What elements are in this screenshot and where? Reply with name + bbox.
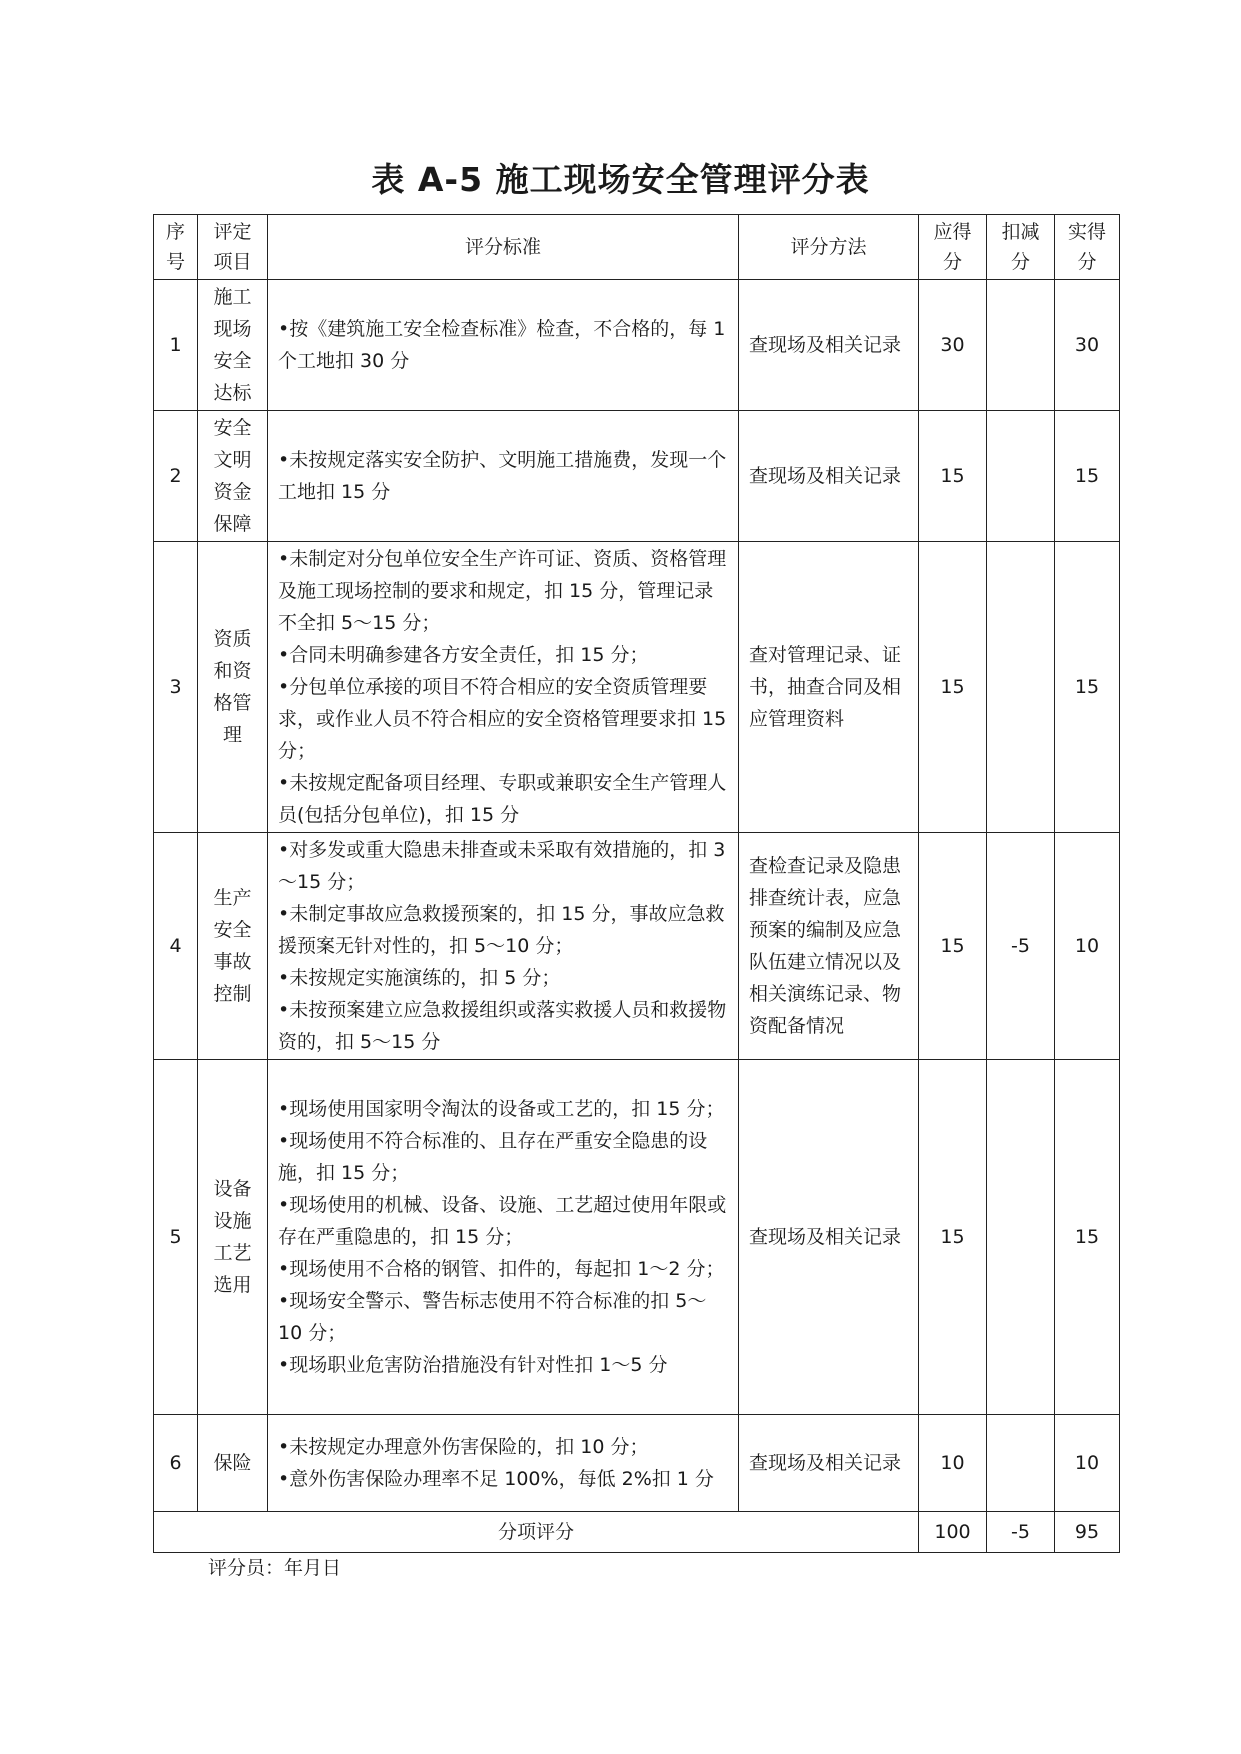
evaluation-item: 安全文明资金保障 (198, 411, 268, 542)
deduct-score: -5 (987, 833, 1055, 1060)
scoring-method: 查现场及相关记录 (739, 411, 919, 542)
summary-actual-score: 95 (1055, 1512, 1120, 1553)
header-row (154, 215, 1120, 280)
due-score: 15 (919, 1060, 987, 1415)
header-item: 评定项目 (198, 215, 268, 280)
deduct-score (987, 1415, 1055, 1512)
actual-score: 10 (1055, 833, 1120, 1060)
table-row (154, 833, 1120, 1060)
actual-score: 15 (1055, 1060, 1120, 1415)
table-row (154, 280, 1120, 411)
criteria-line: •现场使用不符合标准的、且存在严重安全隐患的设施，扣 15 分； (278, 1130, 708, 1184)
row-number: 1 (154, 280, 198, 411)
criteria-line: •未按规定办理意外伤害保险的，扣 10 分； (278, 1436, 649, 1458)
deduct-score (987, 411, 1055, 542)
criteria-line: •现场职业危害防治措施没有针对性扣 1～5 分 (278, 1354, 668, 1376)
deduct-score (987, 280, 1055, 411)
criteria-line: •未制定事故应急救援预案的，扣 15 分，事故应急救援预案无针对性的，扣 5～10 分； (278, 903, 725, 957)
scoring-criteria (268, 280, 739, 411)
summary-deduct-score: -5 (987, 1512, 1055, 1553)
criteria-line: •未按规定配备项目经理、专职或兼职安全生产管理人员(包括分包单位)，扣 15 分 (278, 772, 727, 826)
criteria-line: •未按规定落实安全防护、文明施工措施费，发现一个工地扣 15 分 (278, 449, 727, 503)
scoring-method: 查检查记录及隐患排查统计表，应急预案的编制及应急队伍建立情况以及相关演练记录、物资配备情况 (739, 833, 919, 1060)
due-score: 30 (919, 280, 987, 411)
evaluation-item: 保险 (198, 1415, 268, 1512)
header-deduct-score: 扣减分 (987, 215, 1055, 280)
criteria-line: •合同未明确参建各方安全责任，扣 15 分； (278, 644, 649, 666)
scoring-method: 查现场及相关记录 (739, 1060, 919, 1415)
scoring-criteria (268, 411, 739, 542)
evaluator-signature-line: 评分员：年月日 (208, 1557, 342, 1579)
criteria-line: •现场安全警示、警告标志使用不符合标准的扣 5～10 分； (278, 1290, 707, 1344)
scoring-method: 查现场及相关记录 (739, 1415, 919, 1512)
evaluation-item: 施工现场安全达标 (198, 280, 268, 411)
scoring-method: 查现场及相关记录 (739, 280, 919, 411)
header-criteria: 评分标准 (268, 215, 739, 280)
criteria-line: •按《建筑施工安全检查标准》检查，不合格的，每 1 个工地扣 30 分 (278, 318, 726, 372)
evaluation-item: 生产安全事故控制 (198, 833, 268, 1060)
header-due-score: 应得分 (919, 215, 987, 280)
deduct-score (987, 542, 1055, 833)
table-row (154, 542, 1120, 833)
summary-label: 分项评分 (154, 1512, 919, 1553)
table-row (154, 1060, 1120, 1415)
score-table (153, 214, 1120, 1553)
page-title: 表 A-5 施工现场安全管理评分表 (371, 160, 870, 199)
criteria-line: •对多发或重大隐患未排查或未采取有效措施的，扣 3～15 分； (278, 839, 726, 893)
actual-score: 30 (1055, 280, 1120, 411)
due-score: 15 (919, 833, 987, 1060)
evaluation-item: 资质和资格管理 (198, 542, 268, 833)
row-number: 5 (154, 1060, 198, 1415)
criteria-line: •意外伤害保险办理率不足 100%，每低 2%扣 1 分 (278, 1468, 714, 1490)
criteria-line: •现场使用不合格的钢管、扣件的，每起扣 1～2 分； (278, 1258, 725, 1280)
row-number: 3 (154, 542, 198, 833)
scoring-method: 查对管理记录、证书，抽查合同及相应管理资料 (739, 542, 919, 833)
scoring-criteria (268, 1060, 739, 1415)
criteria-line: •未按预案建立应急救援组织或落实救援人员和救援物资的，扣 5～15 分 (278, 999, 727, 1053)
criteria-line: •分包单位承接的项目不符合相应的安全资质管理要求，或作业人员不符合相应的安全资格管理要求扣 15 分； (278, 676, 727, 762)
actual-score: 10 (1055, 1415, 1120, 1512)
scoring-criteria (268, 1415, 739, 1512)
criteria-line: •现场使用国家明令淘汰的设备或工艺的，扣 15 分； (278, 1098, 725, 1120)
criteria-line: •现场使用的机械、设备、设施、工艺超过使用年限或存在严重隐患的，扣 15 分； (278, 1194, 727, 1248)
evaluation-item: 设备设施工艺选用 (198, 1060, 268, 1415)
due-score: 10 (919, 1415, 987, 1512)
criteria-line: •未按规定实施演练的，扣 5 分； (278, 967, 561, 989)
actual-score: 15 (1055, 411, 1120, 542)
header-method: 评分方法 (739, 215, 919, 280)
header-actual-score: 实得分 (1055, 215, 1120, 280)
summary-row (154, 1512, 1120, 1553)
row-number: 4 (154, 833, 198, 1060)
deduct-score (987, 1060, 1055, 1415)
table-row (154, 411, 1120, 542)
row-number: 2 (154, 411, 198, 542)
row-number: 6 (154, 1415, 198, 1512)
due-score: 15 (919, 542, 987, 833)
actual-score: 15 (1055, 542, 1120, 833)
criteria-line: •未制定对分包单位安全生产许可证、资质、资格管理及施工现场控制的要求和规定，扣 15 分，管理记录不全扣 5～15 分； (278, 548, 727, 634)
header-no: 序号 (154, 215, 198, 280)
due-score: 15 (919, 411, 987, 542)
scoring-criteria (268, 542, 739, 833)
scoring-criteria (268, 833, 739, 1060)
summary-due-score: 100 (919, 1512, 987, 1553)
table-row (154, 1415, 1120, 1512)
